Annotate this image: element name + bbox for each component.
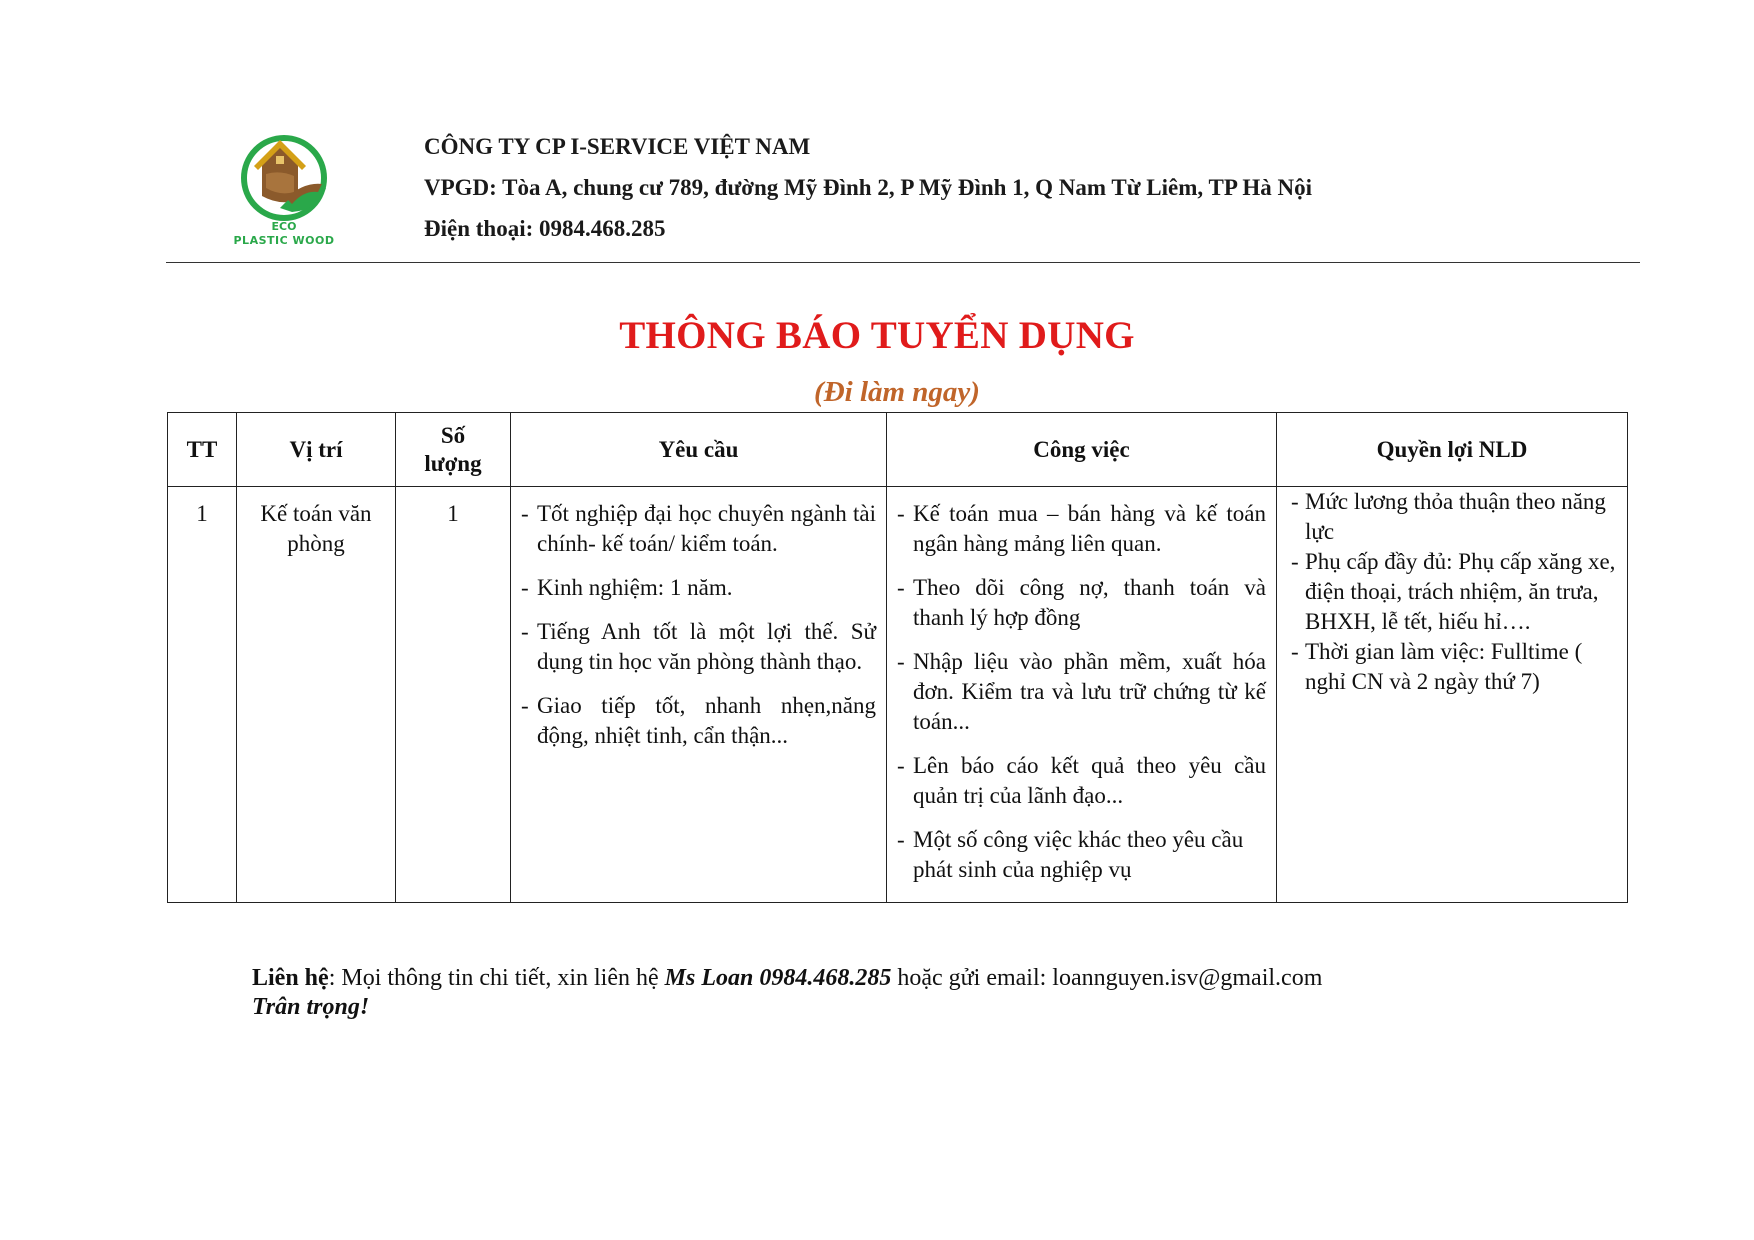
header-quantity [396,413,511,487]
header-position: Vị trí [237,413,396,487]
company-phone: Điện thoại: 0984.468.285 [424,216,666,241]
company-logo [222,130,350,248]
list-item: - Một số công việc khác theo yêu cầu phát sinh của nghiệp vụ [897,825,1266,885]
header-benefits: Quyền lợi NLD [1277,413,1628,487]
page-title: THÔNG BÁO TUYỂN DỤNG [619,314,1135,357]
list-item: - Tiếng Anh tốt là một lợi thế. Sử dụng tin học văn phòng thành thạo. [521,617,876,677]
header-tt: TT [168,413,237,487]
contact-line [252,962,1322,994]
logo-text-plastic-wood: PLASTIC WOOD [233,234,335,247]
company-address: VPGD: Tòa A, chung cư 789, đường Mỹ Đình 2, P Mỹ Đình 1, Q Nam Từ Liêm, TP Hà Nội [424,175,1312,200]
cell-tt: 1 [168,487,237,903]
contact-text: : Mọi thông tin chi tiết, xin liên hệ [328,965,665,991]
eco-plastic-wood-logo-icon [222,130,350,248]
list-item: - Thời gian làm việc: Fulltime ( nghỉ CN và 2 ngày thứ 7) [1277,637,1617,697]
list-item: - Theo dõi công nợ, thanh toán và thanh lý hợp đồng [897,573,1266,633]
table-row [168,487,1628,903]
company-name: CÔNG TY CP I-SERVICE VIỆT NAM [424,134,811,159]
company-info [424,126,1312,249]
list-item: - Mức lương thỏa thuận theo năng lực [1277,487,1617,547]
job-table [167,412,1628,903]
list-item: - Giao tiếp tốt, nhanh nhẹn,năng động, nhiệt tinh, cẩn thận... [521,691,876,751]
cell-quantity: 1 [396,487,511,903]
contact-person: Ms Loan 0984.468.285 [664,965,892,991]
cell-work [887,487,1277,903]
cell-position: Kế toán văn phòng [237,487,396,903]
header-requirements: Yêu cầu [511,413,887,487]
list-item: - Nhập liệu vào phần mềm, xuất hóa đơn. Kiểm tra và lưu trữ chứng từ kế toán... [897,647,1266,737]
list-item: - Lên báo cáo kết quả theo yêu cầu quản trị của lãnh đạo... [897,751,1266,811]
header-quantity-line1: Số [440,422,466,448]
work-list [897,499,1266,885]
closing-regards: Trân trọng! [252,994,370,1020]
requirements-list [521,499,876,751]
header-divider [166,262,1640,263]
table-header-row [168,413,1628,487]
list-item: - Phụ cấp đầy đủ: Phụ cấp xăng xe, điện thoại, trách nhiệm, ăn trưa, BHXH, lễ tết, hiếu hỉ…. [1277,547,1617,637]
page-subtitle: (Đi làm ngay) [814,376,980,408]
logo-text-eco: ECO [271,220,297,233]
cell-requirements [511,487,887,903]
cell-benefits [1277,487,1628,903]
contact-email: hoặc gửi email: loannguyen.isv@gmail.com [891,965,1323,991]
contact-label: Liên hệ [252,965,329,991]
benefits-list [1277,487,1617,697]
header-work: Công việc [887,413,1277,487]
list-item: - Kinh nghiệm: 1 năm. [521,573,876,603]
header-quantity-line2: lượng [424,450,482,476]
list-item: - Kế toán mua – bán hàng và kế toán ngân hàng mảng liên quan. [897,499,1266,559]
list-item: - Tốt nghiệp đại học chuyên ngành tài chính- kế toán/ kiểm toán. [521,499,876,559]
